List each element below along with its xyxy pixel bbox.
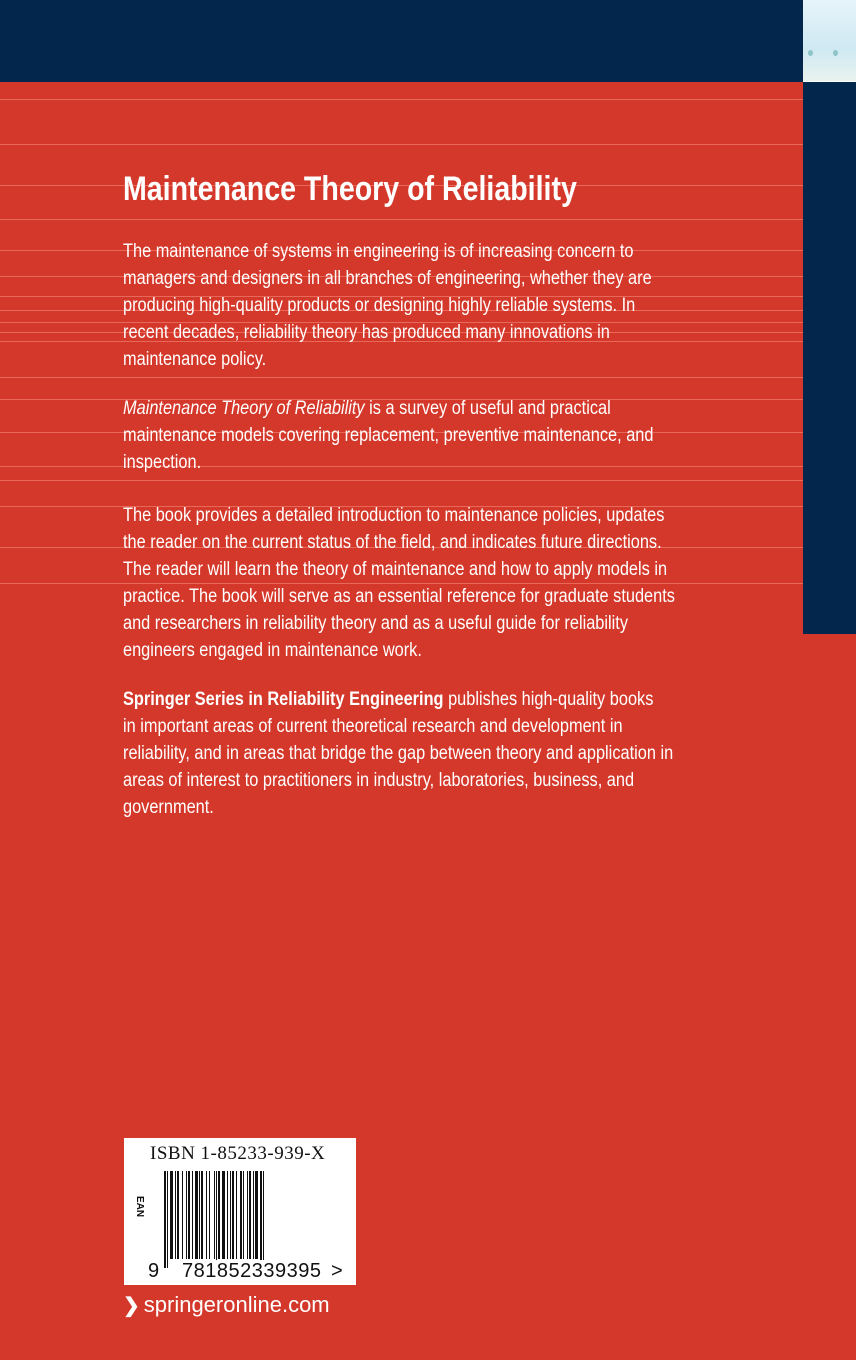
barcode-bar: [230, 1171, 231, 1259]
text-line: the reader on the current status of the field, and indicates future directions.: [123, 532, 662, 553]
barcode-bar: [263, 1171, 264, 1268]
barcode-bar: [232, 1171, 234, 1259]
decorative-rule: [0, 99, 803, 100]
text-line: [123, 686, 673, 713]
chevron-right-icon: ❯: [123, 1295, 140, 1317]
text-line: maintenance models covering replacement, preventive maintenance, and: [123, 425, 654, 446]
barcode-bar: [175, 1171, 176, 1259]
text-line: producing high-quality products or designing highly reliable systems. In: [123, 295, 636, 316]
cover-photo-thumbnail: [803, 0, 856, 82]
barcode-bar: [243, 1171, 244, 1259]
paragraph-survey: [123, 395, 653, 476]
barcode-bar: [186, 1171, 187, 1259]
barcode-bar: [255, 1171, 258, 1259]
text-line: recent decades, reliability theory has produced many innovations in: [123, 322, 610, 343]
barcode-bar: [199, 1171, 200, 1259]
text-line: The maintenance of systems in engineering is of increasing concern to: [123, 241, 634, 262]
barcode-bar: [249, 1171, 251, 1259]
text-line: government.: [123, 797, 214, 818]
decorative-rule: [0, 377, 803, 378]
decorative-rule: [0, 480, 803, 481]
top-navy-band: [0, 0, 803, 82]
barcode-bar: [236, 1171, 237, 1259]
barcode-bar: [216, 1171, 217, 1268]
ean-label: EAN: [134, 1196, 145, 1218]
decorative-rule: [0, 219, 803, 220]
barcode-bar: [201, 1171, 203, 1259]
barcode-box: [124, 1138, 356, 1285]
text-line: practice. The book will serve as an essential reference for graduate students: [123, 586, 675, 607]
text-line: The book provides a detailed introduction to maintenance policies, updates: [123, 505, 665, 526]
text-line: reliability, and in areas that bridge the gap between theory and application in: [123, 743, 674, 764]
website-link[interactable]: [123, 1292, 330, 1318]
barcode-bar: [240, 1171, 242, 1259]
paragraph-series: [123, 686, 673, 821]
barcode-bar: [247, 1171, 248, 1259]
text-line: in important areas of current theoretical research and development in: [123, 716, 623, 737]
paragraph-details: [123, 502, 675, 664]
barcode-first-digit: 9: [148, 1260, 160, 1282]
barcode-bar: [167, 1171, 168, 1268]
paragraph-intro: [123, 238, 652, 373]
text-span: is a survey of useful and practical: [369, 398, 611, 419]
barcode-bar: [260, 1171, 262, 1268]
barcode-bar: [209, 1171, 210, 1259]
text-line: inspection.: [123, 452, 202, 473]
text-line: maintenance policy.: [123, 349, 267, 370]
barcode-bars: [164, 1171, 324, 1268]
text-line: The reader will learn the theory of maintenance and how to apply models in: [123, 559, 668, 580]
barcode-bar: [177, 1171, 179, 1259]
decorative-rule: [0, 144, 803, 145]
barcode-bar: [253, 1171, 254, 1259]
text-line: areas of interest to practitioners in industry, laboratories, business, and: [123, 770, 635, 791]
barcode-bar: [214, 1171, 215, 1259]
text-span: publishes high-quality books: [448, 689, 654, 710]
text-line: and researchers in reliability theory and as a useful guide for reliability: [123, 613, 628, 634]
barcode-bar: [227, 1171, 228, 1259]
website-url[interactable]: springeronline.com: [143, 1292, 330, 1317]
isbn-label: ISBN 1-85233-939-X: [150, 1143, 326, 1164]
barcode-bar: [182, 1171, 183, 1259]
barcode-bar: [188, 1171, 190, 1259]
spine-navy-band: [803, 82, 856, 634]
barcode-bar: [222, 1171, 225, 1259]
text-line: [123, 395, 653, 422]
text-line: engineers engaged in maintenance work.: [123, 640, 422, 661]
barcode-arrow: >: [331, 1260, 343, 1282]
series-name: Springer Series in Reliability Engineering: [123, 689, 444, 710]
barcode-bar: [195, 1171, 198, 1259]
barcode-bar: [218, 1171, 220, 1259]
barcode-bar: [206, 1171, 207, 1259]
book-title: Maintenance Theory of Reliability: [123, 170, 577, 208]
barcode-bar: [170, 1171, 173, 1259]
barcode-number: 781852339395: [182, 1260, 322, 1282]
text-line: managers and designers in all branches of engineering, whether they are: [123, 268, 652, 289]
barcode-bar: [164, 1171, 166, 1268]
barcode-bar: [192, 1171, 193, 1259]
italic-title: Maintenance Theory of Reliability: [123, 398, 365, 419]
